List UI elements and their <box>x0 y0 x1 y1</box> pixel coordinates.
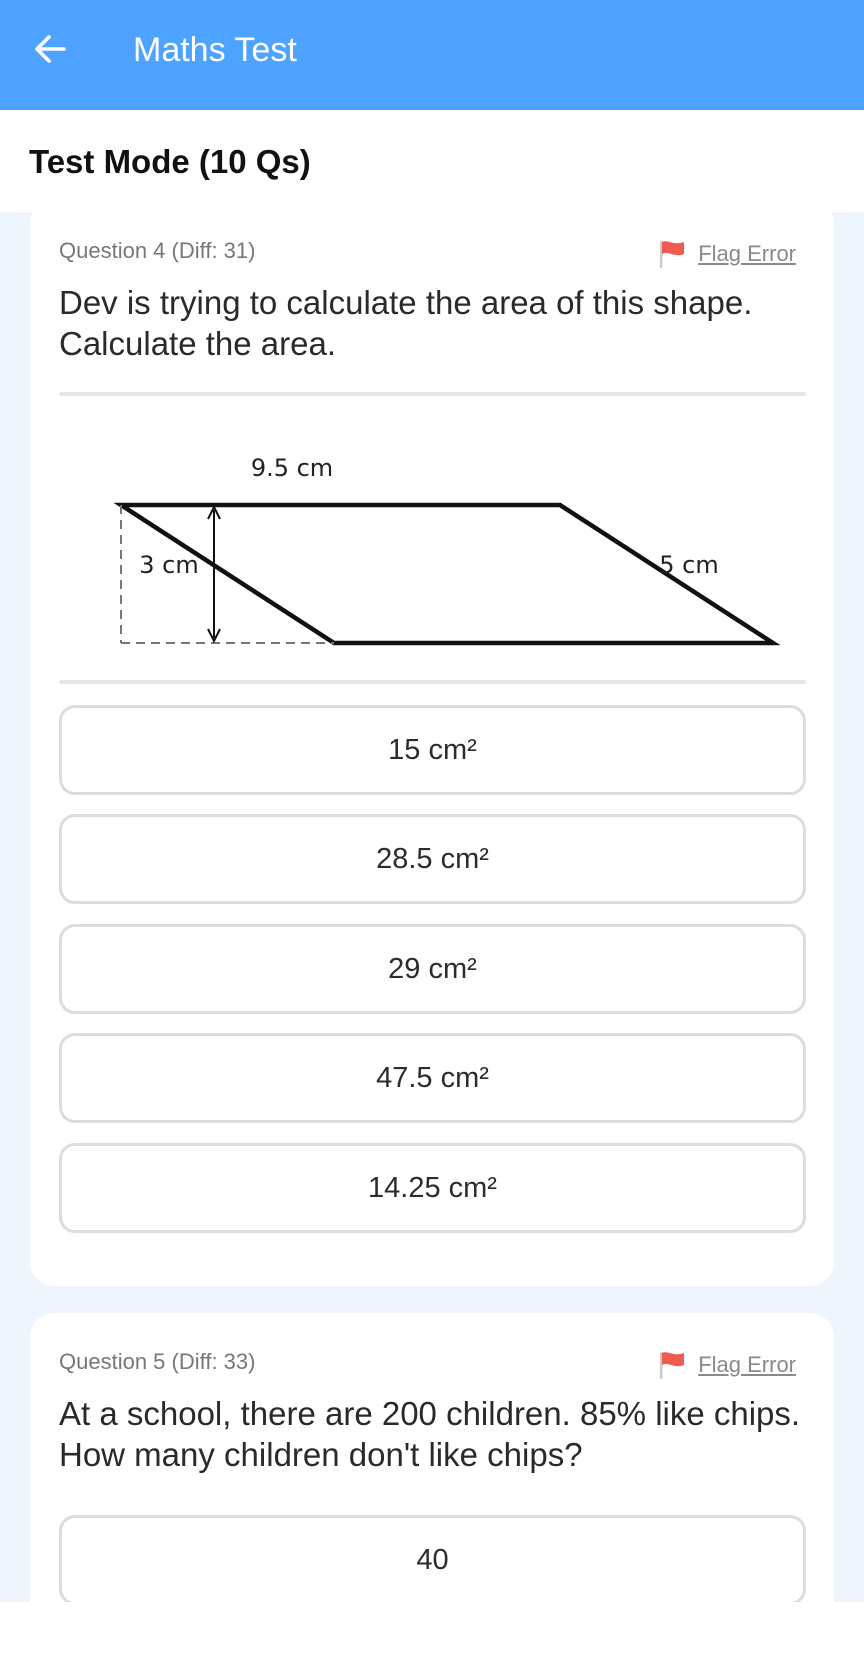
app-bar <box>0 0 864 110</box>
question-card <box>30 1313 834 1602</box>
question-meta: Question 5 (Diff: 33) <box>59 1349 256 1374</box>
question-meta: Question 4 (Diff: 31) <box>59 238 256 263</box>
divider <box>59 680 806 684</box>
flag-error-button[interactable] <box>656 1349 796 1381</box>
back-button[interactable] <box>28 27 72 71</box>
question-text: At a school, there are 200 children. 85% like chips. How many children don't like chips? <box>59 1395 801 1473</box>
parallelogram-figure <box>59 425 806 655</box>
red-flag-icon <box>656 1349 688 1381</box>
answer-option[interactable]: 29 cm² <box>59 924 806 1014</box>
figure-height-label: 3 cm <box>139 551 199 579</box>
mode-title: Test Mode (10 Qs) <box>29 143 311 180</box>
mode-header <box>0 110 864 212</box>
answer-option[interactable]: 14.25 cm² <box>59 1143 806 1233</box>
answer-option[interactable]: 28.5 cm² <box>59 814 806 904</box>
question-text: Dev is trying to calculate the area of this shape. Calculate the area. <box>59 284 753 362</box>
answer-option[interactable]: 47.5 cm² <box>59 1033 806 1123</box>
flag-error-label: Flag Error <box>698 1352 796 1377</box>
answer-option[interactable]: 40 <box>59 1515 806 1602</box>
app-title: Maths Test <box>133 31 297 69</box>
flag-error-label: Flag Error <box>698 241 796 266</box>
red-flag-icon <box>656 238 688 270</box>
bottom-area <box>0 1602 864 1672</box>
figure-top-label: 9.5 cm <box>250 454 334 482</box>
flag-error-button[interactable] <box>656 238 796 270</box>
figure-slant-label: 5 cm <box>659 551 719 579</box>
arrow-left-icon <box>33 32 67 66</box>
question-list[interactable] <box>0 212 864 1602</box>
question-card <box>30 212 834 1286</box>
answer-option[interactable]: 15 cm² <box>59 705 806 795</box>
divider <box>59 392 806 396</box>
